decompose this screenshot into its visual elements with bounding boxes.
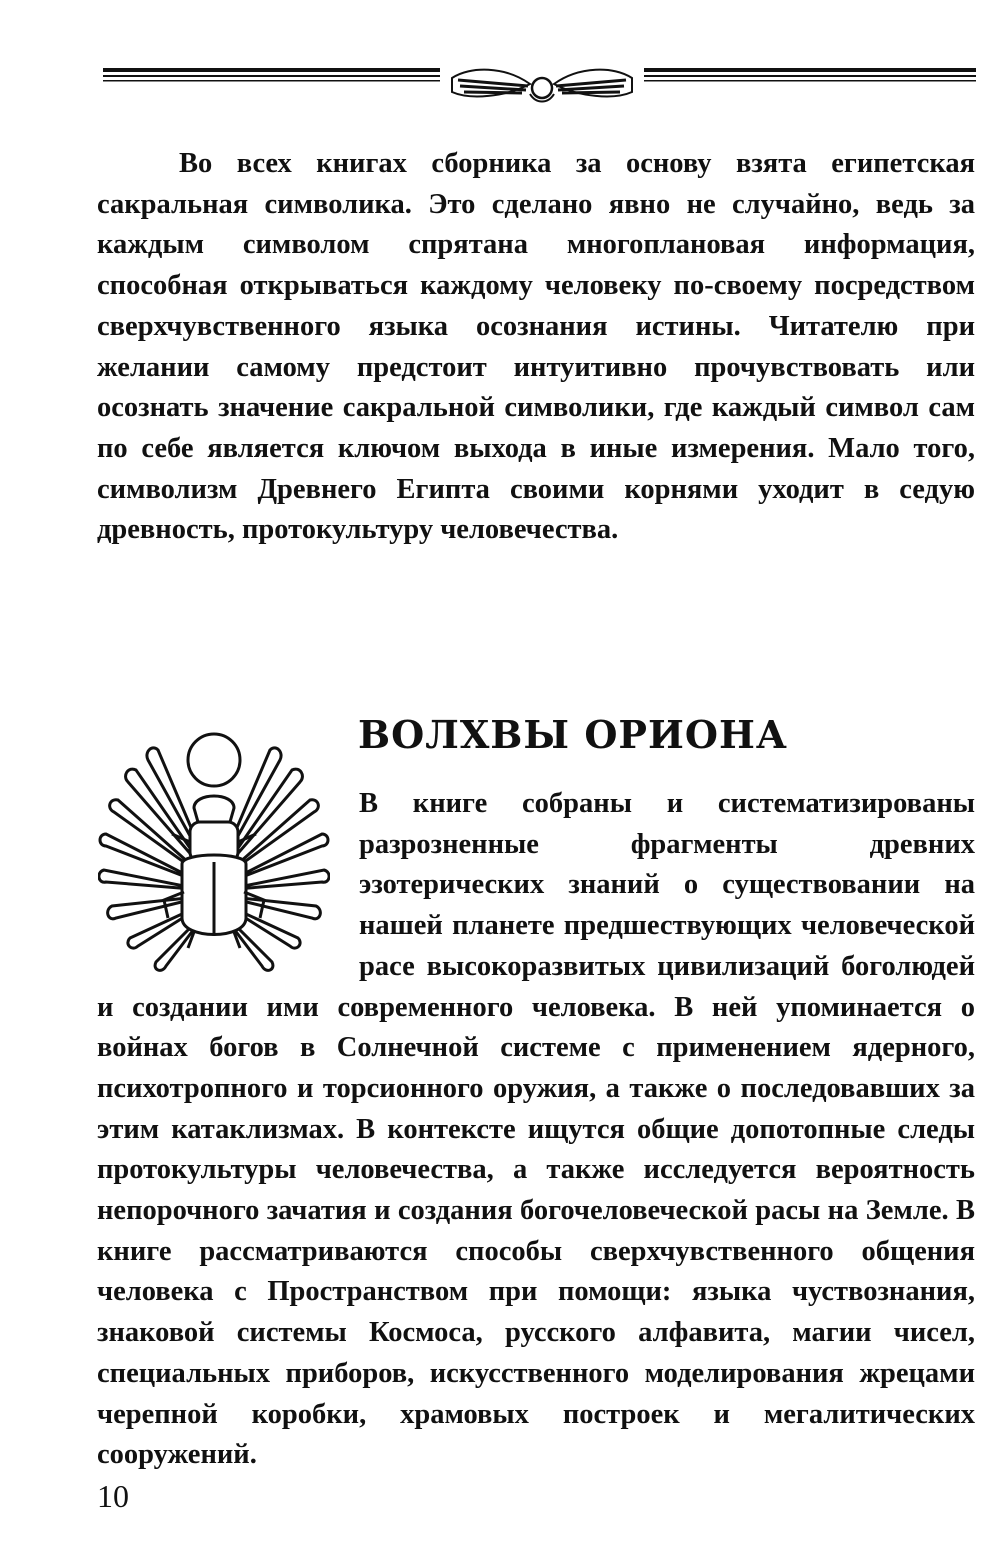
winged-sun-icon (452, 70, 632, 102)
book-description-text: В книге собраны и систематизированы разрозненные фрагменты древних эзотерических знаний о существовании на нашей планете предшествующих человеческой расе высокоразвитых цивилизаций боголюдей и создании ими современного человека. В ней упоминается о войнах богов в Солнечной системе с применением ядерного, психотропного и торсионного оружия, а также о последовавших за этим катаклизмах. В контексте ищутся общие допотопные следы протокультуры человечества, а также исследуется вероятность непорочного зачатия и создания богочеловеческой расы на Земле. В книге рассматриваются способы сверхчувственного общения человека с Пространством при помощи: языка чуствознания, знаковой системы Космоса, русского алфавита, магии чисел, специальных приборов, искусственного моделирования жрецами черепной коробки, храмовых построек и мегалитических сооружений. (97, 788, 975, 1471)
book-title: ВОЛХВЫ ОРИОНА (358, 712, 788, 757)
page-number: 10 (97, 1478, 129, 1514)
intro-paragraph: Во всех книгах сборника за основу взята египетская сакральная символика. Это сделано явно не случайно, ведь за каждым символом спрятана многоплановая информация, способная открываться каждому человеку по-своему посредством сверхчувственного языка осознания истины. Читателю при желании самому предстоит интуитивно прочувствовать или осознать значение сакральной символики, где каждый символ сам по себе является ключом выхода в иные измерения. Мало того, символизм Древнего Египта своими корнями уходит в седую древность, протокультуру человечества. (97, 148, 975, 546)
header-ornament (0, 0, 1000, 120)
emblem-spacer (97, 784, 359, 986)
book-description (97, 784, 975, 1476)
